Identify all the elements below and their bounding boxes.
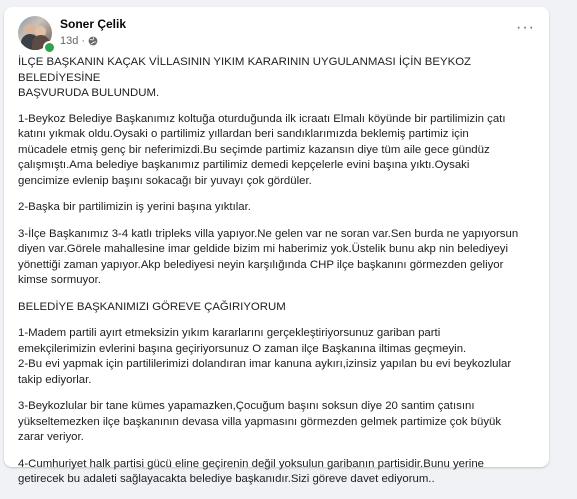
post-paragraph: İLÇE BAŞKANIN KAÇAK VİLLASININ YIKIM KARARININ UYGULANMASI İÇİN BEYKOZ BELEDİYESİNE BAŞVURUDA BULUNDUM. bbox=[18, 56, 472, 99]
post-paragraph: 3-Beykozlular bir tane kümes yapamazken,Çocuğum başını soksun diye 20 santim çatısını yükseltemezken ilçe başkanının devasa villa yapmasını görmezden gelmek partimize çok büyük zarar veriyor. bbox=[18, 400, 502, 443]
globe-icon[interactable] bbox=[88, 36, 98, 46]
post-paragraph: 3-İlçe Başkanımız 3-4 katlı tripleks villa yapıyor.Ne gelen var ne soran var.Sen burda ne yapıyorsun diyen var.Görele mahallesine imar geldide bizim mi haberimiz yok.Üstelik bunu akp nin belediyeyi yönettiği zaman yapıyor.Akp belediyesi neyin karşılığında CHP ilçe başkanını görmezden geliyor kimse sormuyor. bbox=[18, 227, 519, 286]
post-paragraph: 4-Cumhuriyet halk partisi gücü eline geçirenin değil yoksulun garibanın partisidir.Bunu yerine getirecek bu adaleti sağlayacakta belediye başkanıdır.Sizi göreve davet ediyorum.. bbox=[18, 457, 485, 485]
more-horizontal-icon[interactable]: ··· bbox=[516, 19, 535, 36]
online-status-dot bbox=[43, 41, 56, 54]
post-time[interactable]: 13d bbox=[60, 35, 79, 47]
post-meta bbox=[60, 35, 98, 47]
author-name[interactable]: Soner Çelik bbox=[60, 17, 127, 31]
post-paragraph: 1-Madem partili ayırt etmeksizin yıkım kararlarını gerçekleştiriyorsunuz gariban parti emekçilerimizin evlerini başına geçiriyorsunuz O zaman ilçe Başkanına iltimas geçmeyin. 2-Bu evi yapmak için partililerimizi dolandıran imar kanuna aykırı,izinsiz yapılan bu evi beykozlular takip ediyorlar. bbox=[18, 327, 512, 386]
meta-separator: · bbox=[81, 35, 86, 47]
post-card bbox=[4, 7, 549, 485]
post-paragraph: 1-Beykoz Belediye Başkanımız koltuğa oturduğunda ilk icraatı Elmalı köyünde bir partilimizin çatı katını yıkmak oldu.Oysaki o partilimiz yıllardan beri sandıklarımızda beklemiş partimiz için mücadele etmiş genç bir neferimizdi.Bu seçimde partimiz kazansın diye tüm aile gece gündüz çalışmıştı.Ama belediye başkanımız partilimiz demedi kepçelerle evini başına yıktı.Oysaki gencimize evlenip başını sokacağı bir yuvayı çok gördüler. bbox=[18, 112, 506, 187]
post-body bbox=[18, 55, 538, 499]
post-paragraph: BELEDİYE BAŞKANIMIZI GÖREVE ÇAĞIRIYORUM bbox=[18, 300, 286, 313]
post-paragraph: 2-Başka bir partilimizin iş yerini başına yıktılar. bbox=[18, 201, 251, 213]
